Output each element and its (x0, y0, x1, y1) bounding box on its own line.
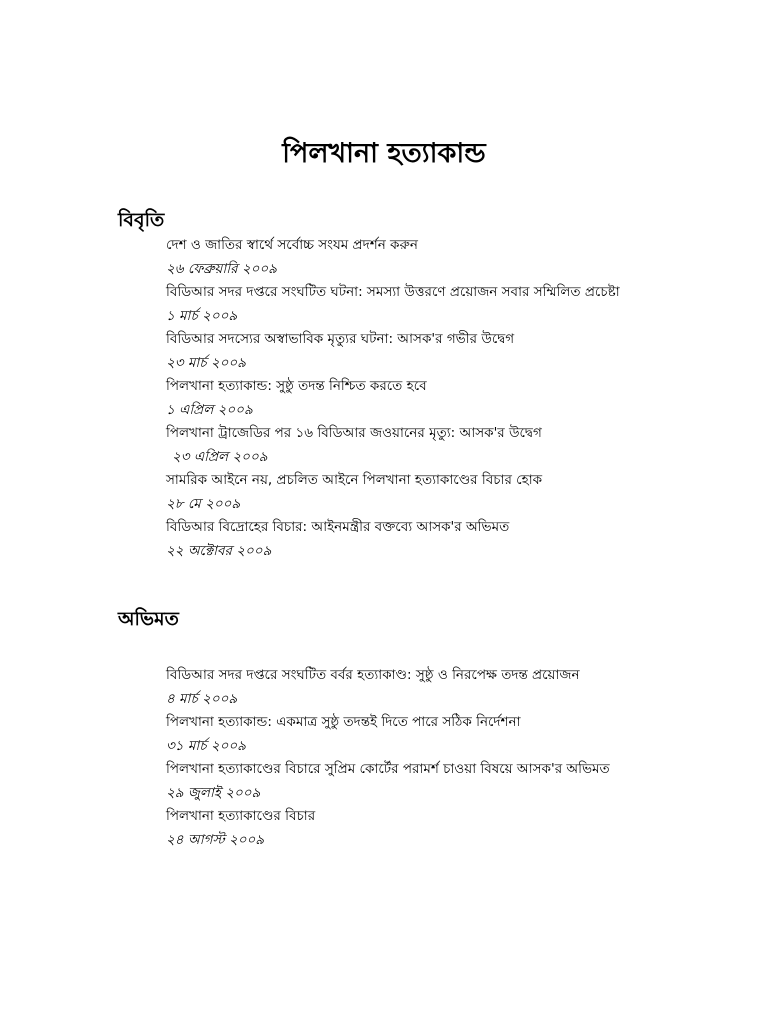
list-item (166, 328, 726, 375)
entry-date: ২৬ ফেব্রুয়ারি ২০০৯ (166, 260, 277, 277)
entry-title: পিলখানা হত্যাকাণ্ডের বিচারে সুপ্রিম কোর্টের পরামর্শ চাওয়া বিষয়ে আসক'র অভিমত (166, 761, 610, 777)
entry-date: ১ মার্চ ২০০৯ (166, 307, 238, 324)
list-item (166, 375, 726, 422)
section-heading-statements: বিবৃতি (118, 209, 165, 231)
entry-title: পিলখানা হত্যাকান্ড: একমাত্র সুষ্ঠু তদন্তই দিতে পারে সঠিক নির্দেশনা (166, 714, 521, 730)
entry-date: ৩১ মার্চ ২০০৯ (166, 737, 246, 754)
list-item (166, 805, 726, 852)
page-title: পিলখানা হত্যাকান্ড (282, 138, 486, 169)
entry-date: ২২ অক্টোবর ২০০৯ (166, 542, 272, 559)
entry-title: সামরিক আইনে নয়, প্রচলিত আইনে পিলখানা হত্যাকাণ্ডের বিচার হোক (166, 472, 543, 488)
entry-date: ২৮ মে ২০০৯ (166, 495, 241, 512)
list-item (166, 469, 726, 516)
list-item (166, 758, 726, 805)
list-item (166, 234, 726, 281)
entry-date: ২৩ মার্চ ২০০৯ (166, 354, 246, 371)
entry-title: বিডিআর সদর দপ্তরে সংঘটিত ঘটনা: সমস্যা উত্তরণে প্রয়োজন সবার সম্মিলিত প্রচেষ্টা (166, 284, 620, 300)
entry-title: বিডিআর সদর দপ্তরে সংঘটিত বর্বর হত্যাকাণ্ড: সুষ্ঠু ও নিরপেক্ষ তদন্ত প্রয়োজন (166, 667, 580, 683)
entry-date: ২৪ আগস্ট ২০০৯ (166, 831, 265, 848)
entry-title: বিডিআর বিদ্রোহের বিচার: আইনমন্ত্রীর বক্তব্যে আসক'র অভিমত (166, 519, 510, 535)
entry-title: দেশ ও জাতির স্বার্থে সর্বোচ্চ সংযম প্রদর্শন করুন (166, 237, 418, 253)
entry-date: ১ এপ্রিল ২০০৯ (166, 401, 253, 418)
list-item (166, 281, 726, 328)
statements-list (166, 234, 726, 563)
entry-title: পিলখানা ট্রাজেডির পর ১৬ বিডিআর জওয়ানের মৃত্যু: আসক'র উদ্বেগ (166, 425, 542, 441)
list-item (166, 422, 726, 469)
list-item (166, 664, 726, 711)
entry-title: পিলখানা হত্যাকাণ্ডের বিচার (166, 808, 316, 824)
section-heading-opinions: অভিমত (118, 608, 179, 630)
entry-title: পিলখানা হত্যাকান্ড: সুষ্ঠু তদন্ত নিশ্চিত করতে হবে (166, 378, 427, 394)
entry-date: ৪ মার্চ ২০০৯ (166, 690, 238, 707)
entry-date: ২৩ এপ্রিল ২০০৯ (172, 448, 268, 465)
list-item (166, 516, 726, 563)
entry-date: ২৯ জুলাই ২০০৯ (166, 784, 261, 801)
entry-title: বিডিআর সদস্যের অস্বাভাবিক মৃত্যুর ঘটনা: আসক'র গভীর উদ্বেগ (166, 331, 515, 347)
opinions-list (166, 664, 726, 852)
list-item (166, 711, 726, 758)
